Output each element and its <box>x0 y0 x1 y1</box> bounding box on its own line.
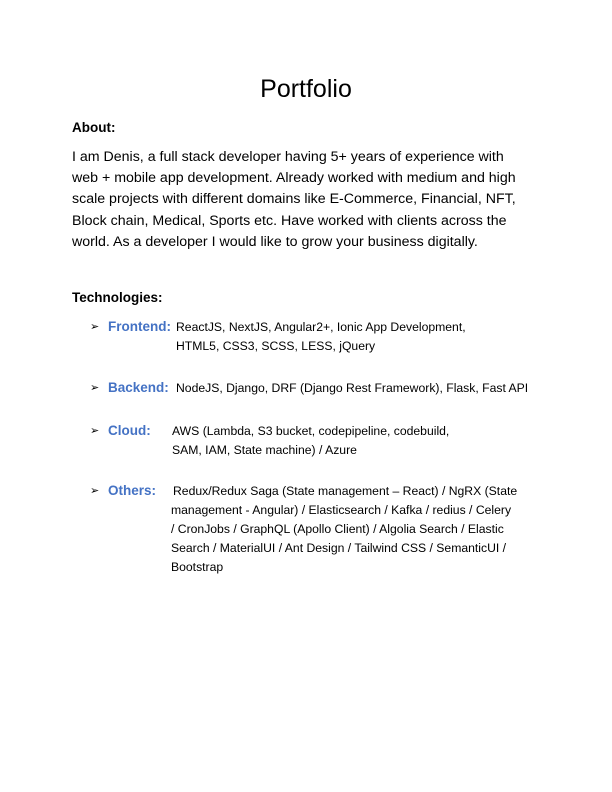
arrow-bullet-icon: ➢ <box>90 321 100 333</box>
arrow-bullet-icon: ➢ <box>90 425 100 437</box>
tech-value-line: Bootstrap <box>171 560 224 574</box>
tech-value-line: Search / MaterialUI / Ant Design / Tailwind CSS / SemanticUI / <box>171 541 507 555</box>
tech-value-line: management - Angular) / Elasticsearch / Kafka / redius / Celery <box>171 503 512 517</box>
about-paragraph <box>72 147 547 253</box>
about-line: I am Denis, a full stack developer having 5+ years of experience with <box>72 149 504 165</box>
tech-value-line: AWS (Lambda, S3 bucket, codepipeline, codebuild, <box>172 424 450 438</box>
page-title: Portfolio <box>260 75 352 103</box>
about-heading: About: <box>72 120 116 135</box>
tech-values <box>172 422 449 460</box>
about-line: scale projects with different domains like E-Commerce, Financial, NFT, <box>72 191 516 208</box>
tech-value-line: ReactJS, NextJS, Angular2+, Ionic App Development, <box>176 320 466 334</box>
about-line: world. As a developer I would like to grow your business digitally. <box>72 233 478 250</box>
tech-category-label: Others: <box>108 483 157 498</box>
arrow-bullet-icon: ➢ <box>90 485 100 497</box>
tech-value-line: NodeJS, Django, DRF (Django Rest Framework), Flask, Fast API <box>176 381 529 395</box>
arrow-bullet-icon: ➢ <box>90 382 100 394</box>
tech-value-line: HTML5, CSS3, SCSS, LESS, jQuery <box>176 339 376 353</box>
tech-values <box>171 482 517 577</box>
about-line: Block chain, Medical, Sports etc. Have worked with clients across the <box>72 212 507 229</box>
tech-value-line: / CronJobs / GraphQL (Apollo Client) / Algolia Search / Elastic <box>171 522 504 536</box>
about-line: web + mobile app development. Already worked with medium and high <box>72 170 516 187</box>
tech-category-label: Frontend: <box>108 319 171 334</box>
tech-value-line: Redux/Redux Saga (State management – React) / NgRX (State <box>173 484 518 498</box>
tech-value-line: SAM, IAM, State machine) / Azure <box>172 443 357 457</box>
tech-values <box>176 379 528 398</box>
tech-category-label: Cloud: <box>108 423 151 438</box>
tech-category-label: Backend: <box>108 380 169 395</box>
technologies-heading: Technologies: <box>72 290 163 305</box>
tech-values <box>176 318 466 356</box>
